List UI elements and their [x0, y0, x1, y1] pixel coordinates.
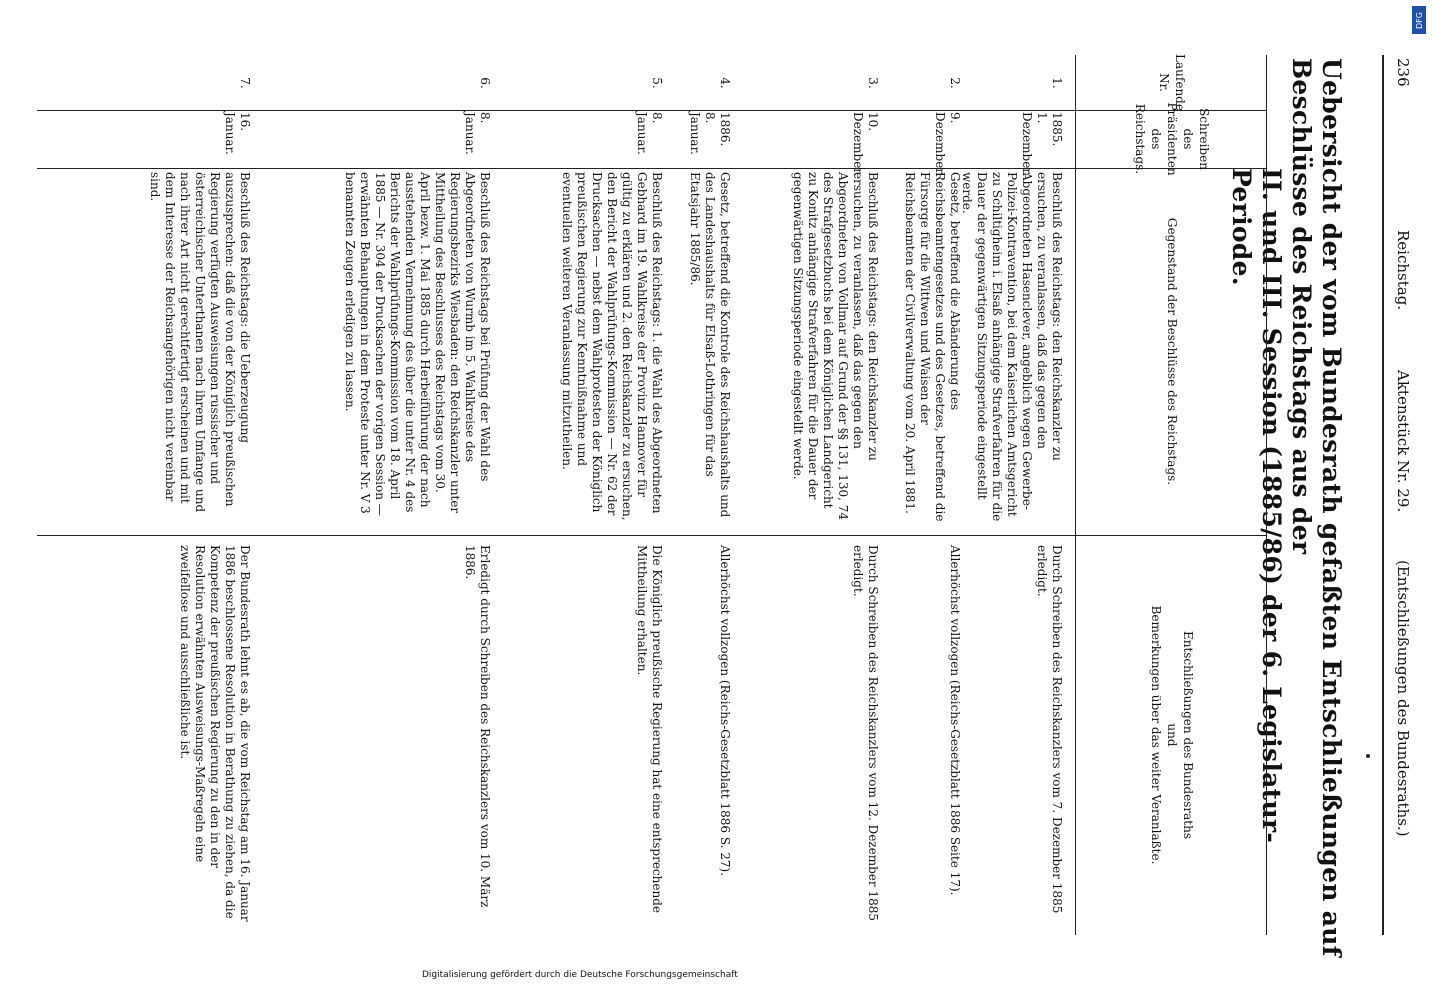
- row-decision: Die Königlich preußische Regierung hat eine entsprechende Mittheilung erhalten.: [635, 545, 664, 913]
- row-day: 8. Januar.: [635, 112, 664, 155]
- row-subject: Beschluß des Reichstags: 1. die Wahl des Abgeordneten Gebhard im 19. Wahlkreise der Provinz Hannover für gültig zu erklären und 2. den Reichskanzler zu ersuchen, den Bericht der Wahlprüfungs-Kommission — Nr. 62 der Drucksachen — nebst dem Wahlprotesten der Königlich preußischen Regierung zur Kenntnißnahme und eventuellen weiteren Veranlassung mitzutheilen.: [560, 172, 664, 521]
- row-number: 4.: [718, 77, 732, 89]
- row-decision: Erledigt durch Schreiben des Reichskanzlers vom 10. März 1886.: [463, 545, 492, 908]
- dfg-badge-label: DFG: [1414, 11, 1424, 29]
- row-number: 7.: [238, 77, 252, 89]
- row-subject: Beschluß des Reichstags: die Ueberzeugung auszusprechen: daß die von der Königlich preußischen Regierung verfügten Ausweisungen russischer und österreichischer Unterthanen nach ihrem Umfange und nach ihrer Art nicht gerechtfertigt erscheinen und mit dem Interesse der Reichsangehörigen nicht vereinbar sind.: [148, 172, 252, 513]
- row-subject: Beschluß des Reichstags: den Reichskanzler zu ersuchen, zu veranlassen, daß das gegen den Abgeordneten Hasenclever, angeblich wegen Gewerbe-Polizei-Kontravention, bei dem Kaiserlichen Amtsgericht zu Schiltigheim i. Elsaß anhängige Strafverfahren für die Dauer der gegenwärtigen Sitzungsperiode eingestellt werde.: [960, 172, 1064, 522]
- row-day: 1. Dezember.: [1020, 112, 1049, 177]
- digitization-margin: [0, 964, 1432, 1000]
- column-header-decision: [1077, 535, 1267, 935]
- running-head-left: Reichstag.: [1394, 230, 1412, 311]
- row-day: 16. Januar.: [223, 112, 252, 155]
- row-subject: Gesetz, betreffend die Abänderung des Reichsbeamtengesetzes und des Gesetzes, betreffend die Fürsorge für die Wittwen und Waisen der Reichsbeamten der Civilverwaltung vom 20. April 1881.: [903, 172, 962, 522]
- row-date: [1019, 112, 1064, 177]
- row-day: 10. Dezember.: [851, 112, 880, 177]
- header-rule: [1382, 55, 1384, 935]
- row-decision: Durch Schreiben des Reichskanzlers vom 12. Dezember 1885 erledigt.: [851, 545, 880, 921]
- row-decision: Durch Schreiben des Reichskanzlers vom 7. Dezember 1885 erledigt.: [1035, 545, 1064, 914]
- row-day: 8. Januar.: [463, 112, 492, 155]
- row-day: 8. Januar.: [688, 112, 717, 155]
- running-head-center: Aktenstück Nr. 29.: [1394, 370, 1412, 513]
- row-date: [850, 112, 880, 177]
- decision-header-line-3: Bemerkungen über das weiter Veranlaßte.: [1149, 605, 1163, 865]
- digitization-note: Digitalisierung gefördert durch die Deutsche Forschungsgemeinschaft: [422, 970, 738, 980]
- row-number: 6.: [478, 77, 492, 89]
- decision-header-line-2: und: [1165, 723, 1179, 747]
- row-date: [634, 112, 664, 167]
- row-date: [222, 112, 252, 167]
- row-number: 5.: [650, 77, 664, 89]
- row-decision: Allerhöchst vollzogen (Reichs-Gesetzblatt 1886 S. 27).: [718, 545, 732, 877]
- row-date: [932, 112, 962, 177]
- row-subject: Beschluß des Reichstags bei Prüfung der Wahl des Abgeordneten von Wurmb im 5. Wahlkreise des Regierungsbezirks Wiesbaden: den Reichskanzler unter Mittheilung des Beschlusses des Reichstags vom 30. April bezw. 1. Mai 1885 durch Herbeiführung der nach ausstehenden Vernehmung des über die unter Nr. 4 des Berichts der Wahlprüfungs-Kommission vom 18. April 1885 — Nr. 304 der Drucksachen der vorigen Session — erwähnten Behauptungen in dem Proteste unter Nr. V 3 benannten Zeugen erledigen zu lassen.: [343, 172, 492, 516]
- title-line-1: Uebersicht der vom Bundesrath gefaßten Entschließungen auf Beschlüsse des Reichstags aus der: [1287, 58, 1346, 957]
- row-date: [687, 112, 732, 167]
- row-year: 1885.: [1050, 112, 1064, 147]
- row-day: 9. Dezember.: [933, 112, 962, 177]
- row-date: [462, 112, 492, 167]
- row-subject: Gesetz, betreffend die Kontrole des Reichshaushalts und des Landeshaushalts für Elsaß-Lothringen für das Etatsjahr 1885/86.: [688, 172, 732, 518]
- title-line-2: II. und III. Session (1885/86) der 6. Legislatur-Periode.: [1227, 168, 1286, 844]
- row-year: 1886.: [718, 112, 732, 147]
- running-header: [1386, 0, 1420, 1000]
- column-header-nr: Laufende Nr.: [1157, 54, 1187, 111]
- running-head-right: (Entschließungen des Bundesraths.): [1394, 560, 1412, 837]
- row-number: 1.: [1050, 77, 1064, 89]
- column-header-subject: Gegenstand der Beschlüsse des Reichstags.: [1165, 217, 1179, 486]
- decision-header-line-1: Entschließungen des Bundesraths: [1181, 630, 1195, 840]
- row-decision: Der Bundesrath lehnt es ab, die vom Reichstag am 16. Januar 1886 beschlossene Resolution in Berathung zu ziehen, da die Kompetenz der preußischen Regierung zu den in der Resolution erwähnten Ausweisungs-Maßregeln eine zweifellose und ausschließliche ist.: [178, 545, 252, 922]
- page-number: 236: [1394, 58, 1412, 87]
- row-subject: Beschluß des Reichstags: den Reichskanzler zu ersuchen, zu veranlassen, daß das gegen den Abgeordneten von Vollmar auf Grund der §§ 131, 130, 74 des Strafgesetzbuchs bei dem Königlichen Landgericht zu Konitz anhängige Strafverfahren für die Dauer der gegenwärtigen Sitzungsperiode eingestellt werde.: [791, 172, 880, 521]
- ink-dot: [1366, 754, 1370, 758]
- row-decision: Allerhöchst vollzogen (Reichs-Gesetzblatt 1886 Seite 17).: [948, 545, 962, 896]
- row-number: 3.: [866, 77, 880, 89]
- dfg-badge: [1412, 6, 1426, 34]
- column-header-date: Schreiben des Präsidenten des Reichstags.: [1133, 102, 1211, 176]
- row-number: 2.: [948, 77, 962, 89]
